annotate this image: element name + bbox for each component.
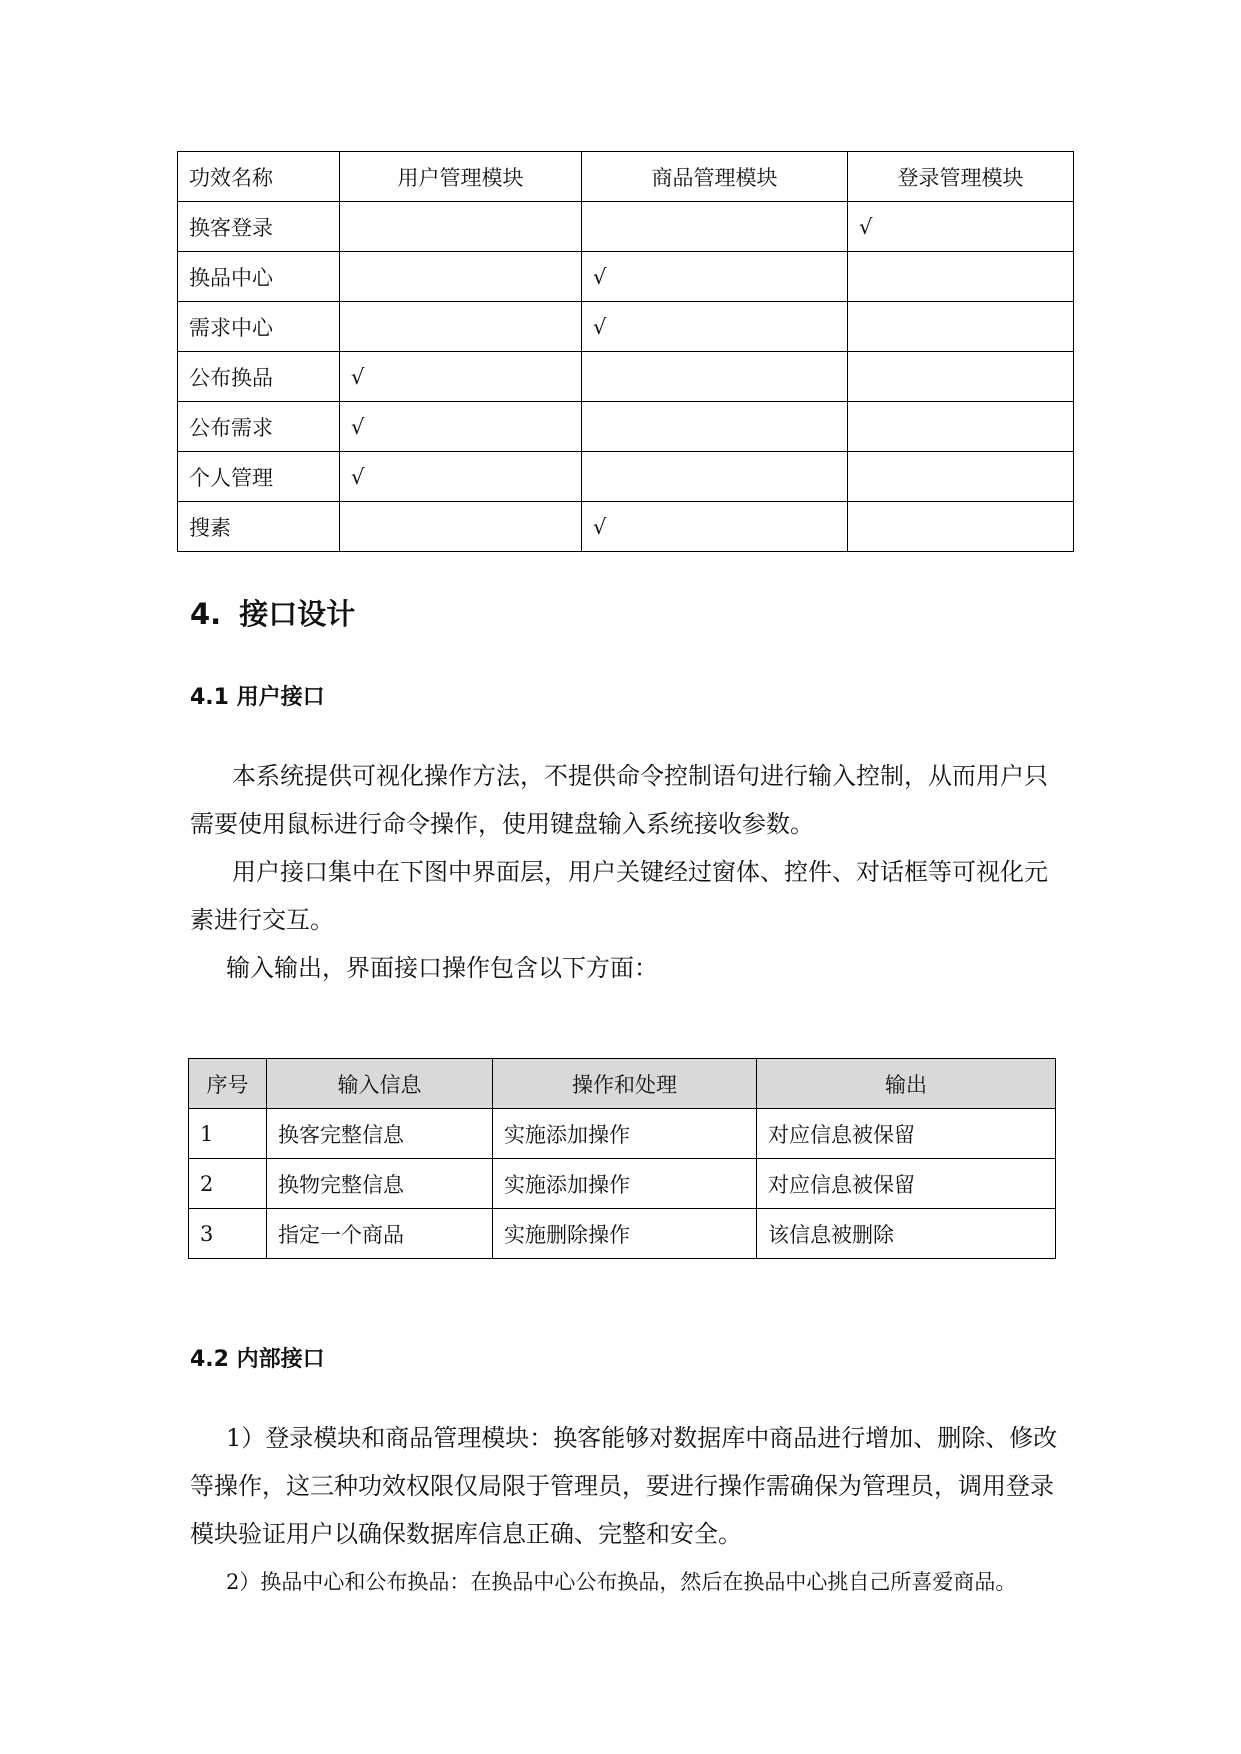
table-header-cell: 用户管理模块 xyxy=(340,152,582,202)
section-number: 4. xyxy=(190,597,222,631)
table-cell: 换客完整信息 xyxy=(267,1109,493,1159)
table-header-cell: 操作和处理 xyxy=(493,1059,757,1109)
table-header-cell: 序号 xyxy=(189,1059,267,1109)
table-cell xyxy=(340,202,582,252)
table-cell: 该信息被删除 xyxy=(757,1209,1056,1259)
table-row xyxy=(189,1109,1056,1159)
table-cell xyxy=(582,202,848,252)
table-row xyxy=(178,402,1074,452)
table-cell xyxy=(848,452,1074,502)
table-cell: 换品中心 xyxy=(178,252,340,302)
table-cell: √ xyxy=(340,352,582,402)
table-cell: 实施删除操作 xyxy=(493,1209,757,1259)
table-cell: 公布需求 xyxy=(178,402,340,452)
section-title: 接口设计 xyxy=(239,597,356,631)
table-cell xyxy=(848,502,1074,552)
io-operations-table xyxy=(188,1058,1056,1259)
table-cell: √ xyxy=(582,252,848,302)
section-heading-4 xyxy=(190,592,355,633)
table-row xyxy=(178,352,1074,402)
table-cell: √ xyxy=(582,502,848,552)
table-cell: 2 xyxy=(189,1159,267,1209)
table-cell xyxy=(340,502,582,552)
table-cell xyxy=(340,252,582,302)
table-row xyxy=(189,1209,1056,1259)
table-cell: 换客登录 xyxy=(178,202,340,252)
subsection-heading-4-1: 4.1 用户接口 xyxy=(190,685,325,710)
subsection-heading-4-2: 4.2 内部接口 xyxy=(190,1347,325,1372)
table-cell: 换物完整信息 xyxy=(267,1159,493,1209)
table-row xyxy=(178,302,1074,352)
table-cell: 公布换品 xyxy=(178,352,340,402)
table-cell xyxy=(582,352,848,402)
table-cell xyxy=(848,252,1074,302)
table-cell xyxy=(848,402,1074,452)
table-cell: 个人管理 xyxy=(178,452,340,502)
table-cell xyxy=(848,352,1074,402)
table-header-row xyxy=(189,1059,1056,1109)
table-cell: √ xyxy=(848,202,1074,252)
table-cell: 对应信息被保留 xyxy=(757,1109,1056,1159)
table-cell: 对应信息被保留 xyxy=(757,1159,1056,1209)
table-cell: 指定一个商品 xyxy=(267,1209,493,1259)
table-cell: √ xyxy=(340,402,582,452)
table-header-cell: 输出 xyxy=(757,1059,1056,1109)
table-cell: 3 xyxy=(189,1209,267,1259)
table-cell: √ xyxy=(582,302,848,352)
table-row xyxy=(189,1159,1056,1209)
table-row xyxy=(178,252,1074,302)
table-header-cell: 输入信息 xyxy=(267,1059,493,1109)
table-cell: 搜素 xyxy=(178,502,340,552)
function-module-table xyxy=(177,151,1074,552)
table-cell: 1 xyxy=(189,1109,267,1159)
table-header-row xyxy=(178,152,1074,202)
table-header-cell: 商品管理模块 xyxy=(582,152,848,202)
table-row xyxy=(178,202,1074,252)
table-header-cell: 功效名称 xyxy=(178,152,340,202)
table-cell xyxy=(582,402,848,452)
paragraph: 2）换品中心和公布换品：在换品中心公布换品，然后在换品中心挑自己所喜爱商品。 xyxy=(226,1570,1017,1594)
table-cell: 需求中心 xyxy=(178,302,340,352)
table-row xyxy=(178,502,1074,552)
paragraph: 用户接口集中在下图中界面层，用户关键经过窗体、控件、对话框等可视化元素进行交互。 xyxy=(190,858,1048,934)
table-row xyxy=(178,452,1074,502)
table-cell xyxy=(340,302,582,352)
table-cell: 实施添加操作 xyxy=(493,1109,757,1159)
table-cell: 实施添加操作 xyxy=(493,1159,757,1209)
table-cell: √ xyxy=(340,452,582,502)
paragraph: 1）登录模块和商品管理模块：换客能够对数据库中商品进行增加、删除、修改等操作，这三种功效权限仅局限于管理员，要进行操作需确保为管理员，调用登录模块验证用户以确保数据库信息正确、完整和安全。 xyxy=(190,1424,1058,1548)
table-cell xyxy=(582,452,848,502)
paragraph: 输入输出，界面接口操作包含以下方面： xyxy=(226,954,658,982)
table-cell xyxy=(848,302,1074,352)
paragraph: 本系统提供可视化操作方法，不提供命令控制语句进行输入控制，从而用户只需要使用鼠标进行命令操作，使用键盘输入系统接收参数。 xyxy=(190,762,1048,838)
table-header-cell: 登录管理模块 xyxy=(848,152,1074,202)
